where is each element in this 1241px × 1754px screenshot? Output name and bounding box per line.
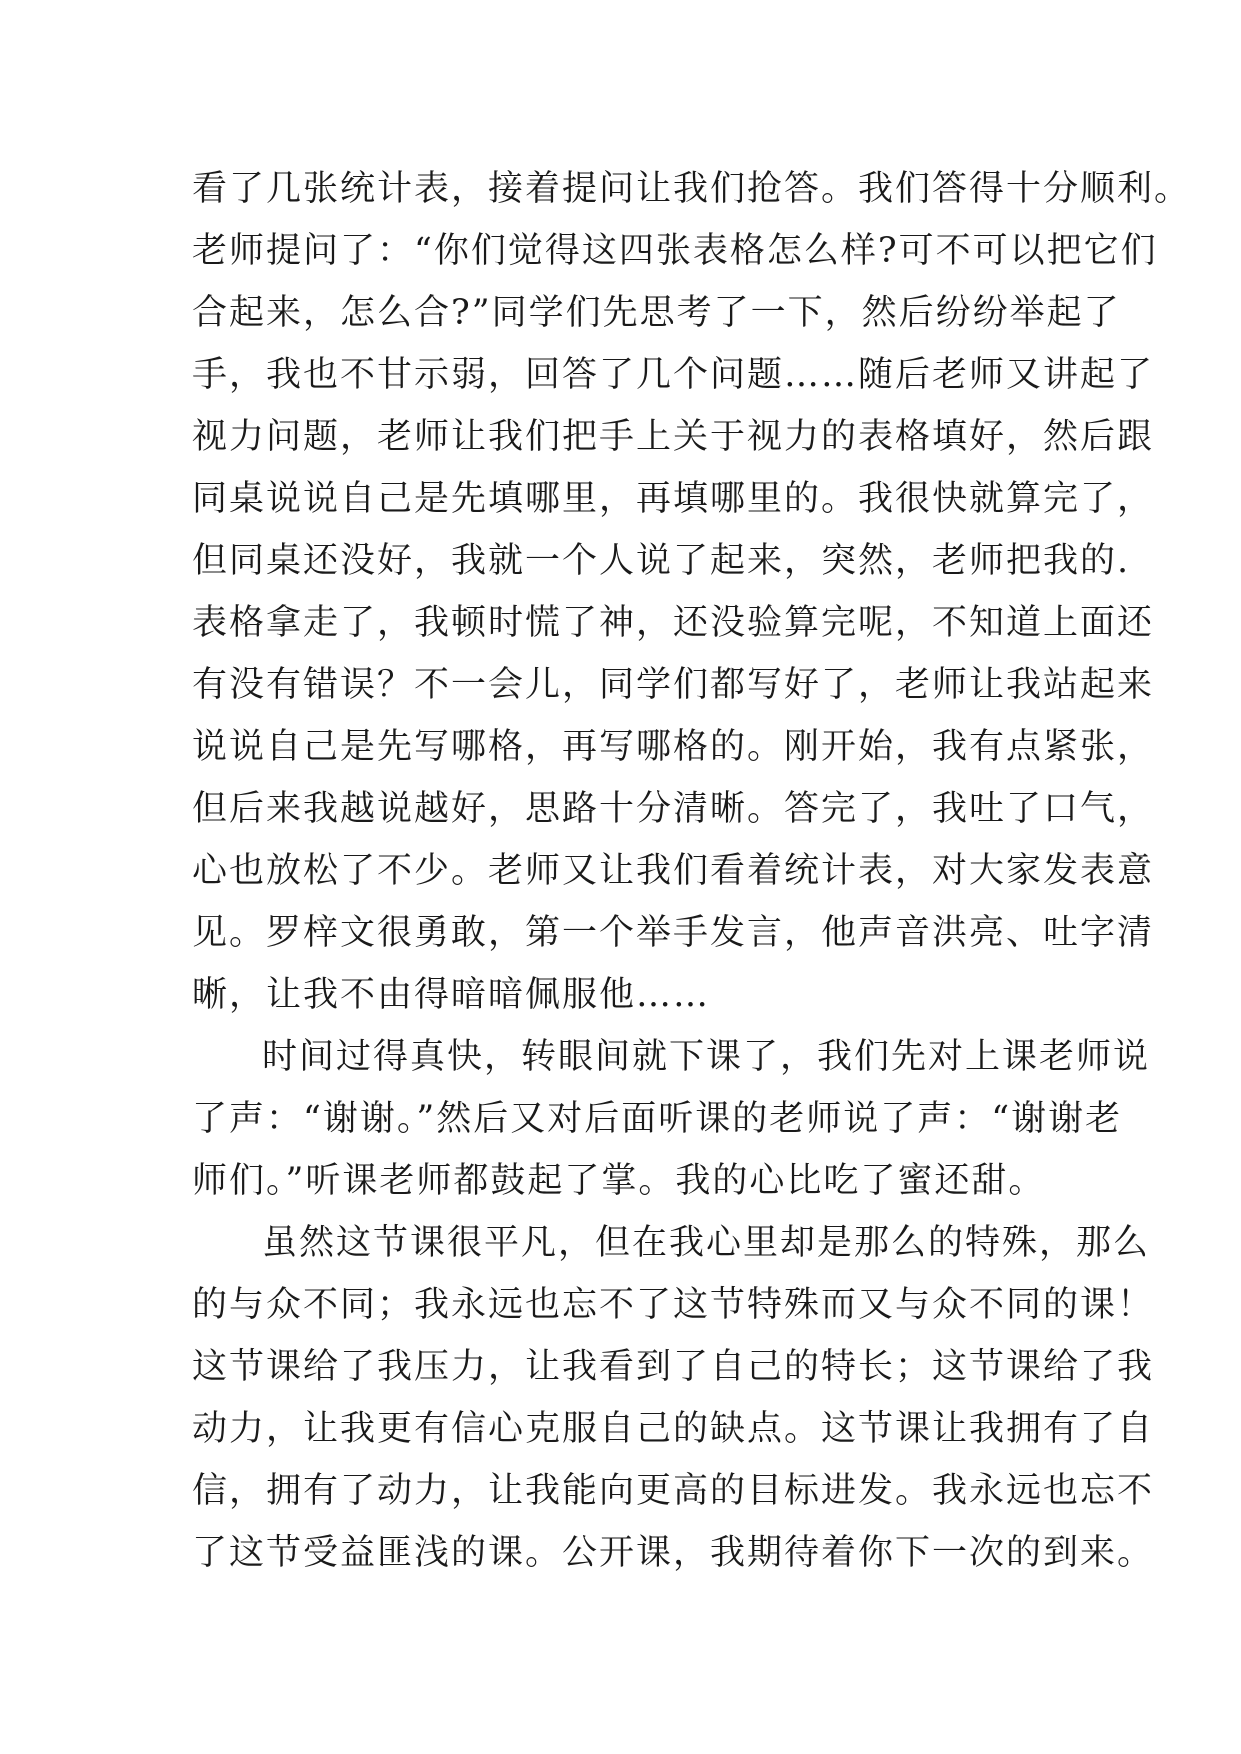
text-line: 时间过得真快，转眼间就下课了，我们先对上课老师说 <box>262 1037 1151 1077</box>
text-line: 老师提问了：“你们觉得这四张表格怎么样?可不可以把它们 <box>192 231 1158 271</box>
text-line: 虽然这节课很平凡，但在我心里却是那么的特殊，那么 <box>262 1223 1151 1263</box>
text-line: 但后来我越说越好，思路十分清晰。答完了，我吐了口气， <box>192 789 1155 829</box>
text-line: 视力问题，老师让我们把手上关于视力的表格填好，然后跟 <box>192 417 1155 457</box>
text-line: 见。罗梓文很勇敢，第一个举手发言，他声音洪亮、吐字清 <box>192 913 1155 953</box>
text-line: 手，我也不甘示弱，回答了几个问题……随后老师又讲起了 <box>192 355 1155 395</box>
text-line: 这节课给了我压力，让我看到了自己的特长；这节课给了我 <box>192 1347 1155 1387</box>
text-line: 说说自己是先写哪格，再写哪格的。刚开始，我有点紧张， <box>192 727 1155 767</box>
text-line: 合起来，怎么合?”同学们先思考了一下，然后纷纷举起了 <box>192 293 1121 333</box>
text-line: 晰，让我不由得暗暗佩服他…… <box>192 975 711 1015</box>
text-line: 有没有错误？不一会儿，同学们都写好了，老师让我站起来 <box>192 665 1155 705</box>
text-line: 师们。”听课老师都鼓起了掌。我的心比吃了蜜还甜。 <box>192 1161 1046 1201</box>
text-line: 表格拿走了，我顿时慌了神，还没验算完呢，不知道上面还 <box>192 603 1155 643</box>
text-line: 同桌说说自己是先填哪里，再填哪里的。我很快就算完了， <box>192 479 1155 519</box>
text-line: 动力，让我更有信心克服自己的缺点。这节课让我拥有了自 <box>192 1409 1155 1449</box>
text-line: 但同桌还没好，我就一个人说了起来，突然，老师把我的. <box>192 541 1131 581</box>
text-line: 看了几张统计表，接着提问让我们抢答。我们答得十分顺利。 <box>192 169 1192 209</box>
body-text <box>192 158 1192 1584</box>
text-line: 心也放松了不少。老师又让我们看着统计表，对大家发表意 <box>192 851 1155 891</box>
text-line: 了这节受益匪浅的课。公开课，我期待着你下一次的到来。 <box>192 1533 1155 1573</box>
text-line: 了声：“谢谢。”然后又对后面听课的老师说了声：“谢谢老 <box>192 1099 1123 1139</box>
text-line: 的与众不同；我永远也忘不了这节特殊而又与众不同的课！ <box>192 1285 1155 1325</box>
text-line: 信，拥有了动力，让我能向更高的目标进发。我永远也忘不 <box>192 1471 1155 1511</box>
